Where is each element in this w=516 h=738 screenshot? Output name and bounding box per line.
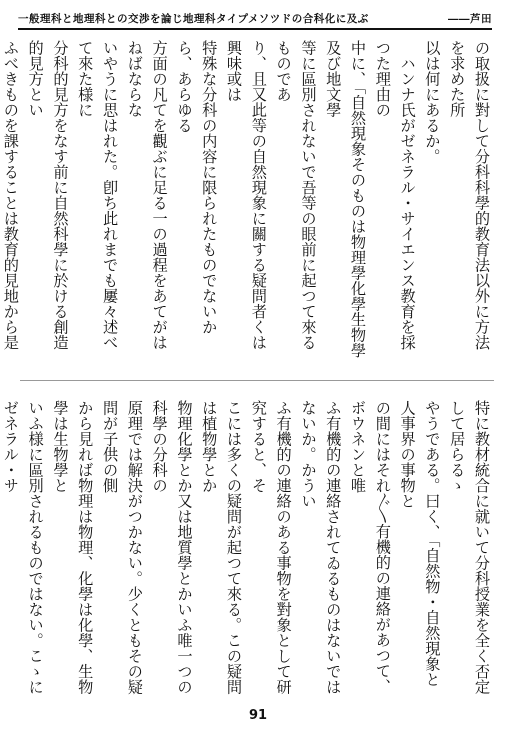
text-line: 方面の凡てを觀ぶに足る一の過程をあてがはねばならな	[125, 40, 169, 350]
text-line: いやうに思はれた。卽ち此れまでも屢々述べて來た様に	[76, 40, 120, 350]
running-header	[18, 8, 492, 30]
text-line: ふ有機的の連絡されてゐるものはないではないか。かうい	[299, 400, 343, 695]
header-title: 一般理科と地理科との交渉を論じ地理科タイプメソツドの合科化に及ぶ	[18, 12, 369, 25]
section-divider	[20, 380, 494, 381]
text-line: ハンナ氏がゼネラル・サイエンス教育を採つた理由の	[373, 40, 417, 350]
text-line: から見れば物理は物理、化學は化學、生物學は生物學と	[51, 400, 95, 695]
lower-text-block	[1, 400, 494, 700]
upper-text-block	[1, 40, 494, 360]
text-line: いふ様に區別されるものではない。こゝにゼネラル・サ	[1, 400, 45, 695]
text-line: 分科的見方をなす前に自然科學に於ける創造的見方とい	[26, 40, 70, 350]
header-author: ――芦田	[448, 12, 492, 25]
text-line: り、且又此等の自然現象に關する疑問者くは興味或は	[225, 40, 268, 350]
text-line: やうである。曰く、「自然物・自然現象と人事界の事物と	[398, 400, 442, 687]
text-line: こには多くの疑問が起つて來る。この疑問は植物學とか	[200, 400, 244, 695]
text-line: ふべきものを課することは教育的見地から是	[1, 40, 20, 350]
text-line: 原理では解決がつかない。少くともその疑問が子供の側	[101, 400, 144, 695]
page-number: 91	[248, 708, 268, 723]
text-line: 特に教材統合に就いて分科授業を全く否定して居らるゝ	[448, 400, 491, 695]
text-line: の取扱に對して分科科學的教育法以外に方法を求めた所	[448, 40, 491, 350]
text-line: 特殊な分科の内容に限られたものでないから、あらゆる	[175, 40, 219, 335]
text-line: 以は何にあるか。	[423, 40, 442, 164]
text-line: ふ有機的の連絡のある事物を對象として研究すると、そ	[249, 400, 293, 695]
text-line: 等に區別されないで吾等の眼前に起つて來るものであ	[274, 40, 318, 350]
text-line: 物理化學とか又は地質學とかいふ唯一つの科學の分科の	[150, 400, 194, 695]
text-line: の間にはそれ〴〵有機的の連絡があつて、ボウネンと唯	[349, 400, 392, 695]
text-line: 中に、「自然現象そのものは物理學化學生物學及び地文學	[324, 40, 368, 358]
